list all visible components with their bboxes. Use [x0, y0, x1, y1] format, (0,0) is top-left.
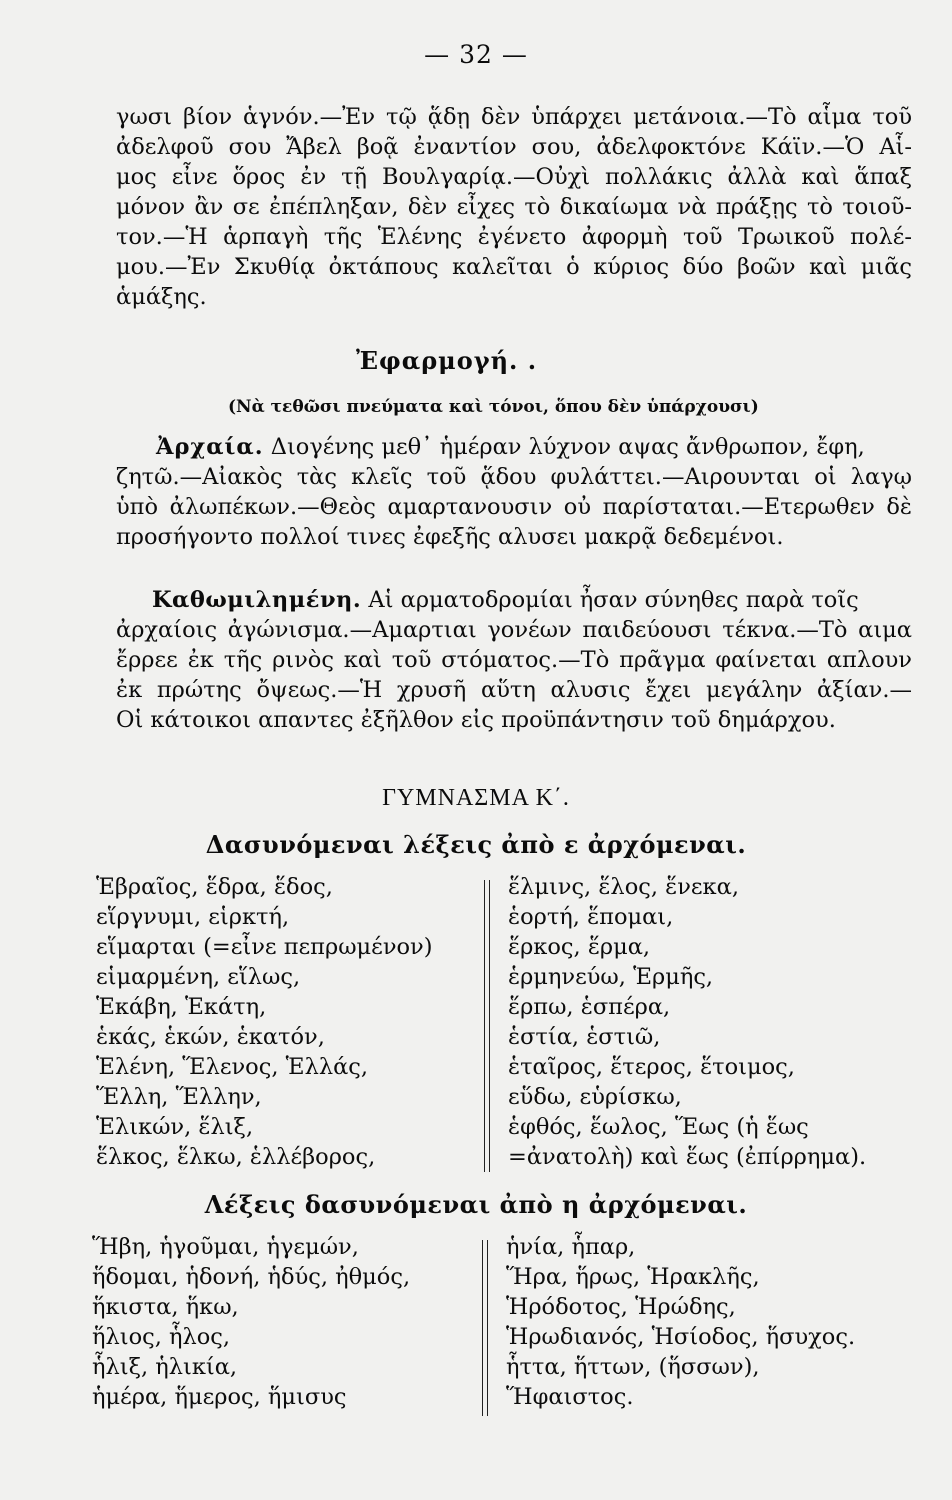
section-heading-eta: Λέξεις δασυνόμεναι ἀπὸ η ἀρχόμεναι. [204, 1190, 748, 1219]
word-line: Ἥφαιστος. [506, 1384, 634, 1410]
text-line: μου.—Ἐν Σκυθίᾳ ὀκτάπους καλεῖται ὁ κύριος δύο βοῶν καὶ μιᾶς [116, 254, 912, 280]
efarmogi-instruction: (Νὰ τεθῶσι πνεύματα καὶ τόνοι, ὅπου δὲν ὑπάρχουσι) [228, 397, 759, 417]
word-line: Ἑκάβη, Ἑκάτη, [96, 994, 267, 1020]
word-line: ἑστία, ἑστιῶ, [508, 1024, 661, 1050]
text-line: ἔρρεε ἐκ τῆς ρινὸς καὶ τοῦ στόματος.—Τὸ πρᾶγμα φαίνεται απλουν [116, 647, 912, 673]
word-line: ἡνία, ἧπαρ, [506, 1234, 636, 1260]
word-line: Ἡρόδοτος, Ἡρώδης, [506, 1294, 736, 1320]
kathomilimeni-section [116, 585, 912, 735]
word-line: Ἥβη, ἡγοῦμαι, ἡγεμών, [92, 1234, 359, 1260]
text-line [116, 585, 912, 615]
word-line: ἑορτή, ἕπομαι, [508, 904, 674, 930]
word-line: εἵργνυμι, εἱρκτή, [96, 904, 290, 930]
page-number: — 32 — [424, 40, 528, 69]
column-divider [484, 880, 485, 1172]
text-line: ζητῶ.—Αἰακὸς τὰς κλεῖς τοῦ ᾅδου φυλάττει.—Αιρουνται οἱ λαγῳ [116, 464, 912, 490]
word-line: ἕρπω, ἑσπέρα, [508, 994, 671, 1020]
kathomilimeni-label: Καθωμιλημένη. [152, 587, 362, 613]
text-line: μος εἶνε ὅρος ἐν τῇ Βουλγαρίᾳ.—Οὐχὶ πολλάκις ἀλλὰ καὶ ἅπαξ [116, 164, 912, 190]
section-heading-epsilon: Δασυνόμεναι λέξεις ἀπὸ ε ἀρχόμεναι. [205, 830, 747, 859]
word-line: εἵμαρται (=εἶνε πεπρωμένον) [96, 934, 433, 960]
word-line: Ἕλλη, Ἕλλην, [96, 1084, 262, 1110]
word-line: εἱμαρμένη, εἵλως, [96, 964, 301, 990]
word-line: ἑταῖρος, ἕτερος, ἕτοιμος, [508, 1054, 795, 1080]
word-line: Ἑλένη, Ἕλενος, Ἑλλάς, [96, 1054, 369, 1080]
word-line: Ἑλικών, ἕλιξ, [96, 1114, 254, 1140]
word-line: ἑρμηνεύω, Ἑρμῆς, [508, 964, 714, 990]
column-divider [489, 880, 490, 1172]
efarmogi-instruction-wrap [228, 392, 828, 422]
text-line: ἀδελφοῦ σου Ἄβελ βοᾷ ἐναντίον σου, ἀδελφοκτόνε Κάϊν.—Ὁ Αἷ- [116, 134, 912, 160]
word-line: Ἡρωδιανός, Ἡσίοδος, ἥσυχος. [506, 1324, 856, 1350]
efarmogi-heading: Ἐφαρμογή. . [356, 346, 538, 375]
text-line: γωσι βίον ἁγνόν.—Ἐν τῷ ᾅδῃ δὲν ὑπάρχει μετάνοια.—Τὸ αἷμα τοῦ [116, 104, 912, 130]
word-column-left-eta [92, 1232, 410, 1412]
text-line: ἁμάξης. [116, 284, 207, 310]
kathomilimeni-first-line: Αἱ αρματοδρομίαι ἦσαν σύνηθες παρὰ τοῖς [361, 587, 859, 613]
word-line: ἡμέρα, ἥμερος, ἥμισυς [92, 1384, 347, 1410]
archaia-first-line: Διογένης μεθ᾽ ἡμέραν λύχνον αψας ἄνθρωπον, ἔφη, [263, 434, 865, 460]
word-column-right-epsilon [508, 872, 866, 1172]
text-line: τον.—Ἡ ἁρπαγὴ τῆς Ἑλένης ἐγένετο ἀφορμὴ τοῦ Τρωικοῦ πολέ- [116, 224, 912, 250]
text-line: μόνον ἂν σε ἐπέπληξαν, δὲν εἶχες τὸ δικαίωμα νὰ πράξῃς τὸ τοιοῦ- [116, 194, 912, 220]
text-line: προσήγοντο πολλοί τινες ἐφεξῆς αλυσει μακρᾷ δεδεμένοι. [116, 524, 784, 550]
word-line: ἑκάς, ἑκών, ἑκατόν, [96, 1024, 325, 1050]
text-line: ὑπὸ ἀλωπέκων.—Θεὸς αμαρτανουσιν οὐ παρίσταται.—Ετερωθεν δὲ [116, 494, 912, 520]
word-line: ἑφθός, ἕωλος, Ἕως (ἡ ἕως [508, 1114, 809, 1140]
word-line: ἥκιστα, ἥκω, [92, 1294, 239, 1320]
column-divider [487, 1240, 488, 1416]
efarmogi-heading-wrap [356, 346, 796, 376]
exercise-title: ΓΥΜΝΑΣΜΑ Κ΄. [382, 785, 570, 811]
word-line: ἥλιος, ἧλος, [92, 1324, 231, 1350]
word-line: ἕρκος, ἕρμα, [508, 934, 651, 960]
text-line: ἐκ πρώτης ὄψεως.—Ἡ χρυσῆ αὕτη αλυσις ἔχει μεγάλην ἀξίαν.— [116, 677, 912, 703]
column-divider [482, 1240, 483, 1416]
paragraph-continued [116, 102, 912, 312]
word-line: Ἥρα, ἥρως, Ἡρακλῆς, [506, 1264, 760, 1290]
word-line: ἕλκος, ἕλκω, ἑλλέβορος, [96, 1144, 376, 1170]
word-line: Ἑβραῖος, ἕδρα, ἕδος, [96, 874, 333, 900]
word-line: ἥδομαι, ἡδονή, ἡδύς, ἠθμός, [92, 1264, 411, 1290]
word-line: ἕλμινς, ἕλος, ἕνεκα, [508, 874, 739, 900]
word-line: ἧττα, ἥττων, (ἥσσων), [506, 1354, 760, 1380]
word-line: εὕδω, εὑρίσκω, [508, 1084, 682, 1110]
archaia-section [116, 432, 912, 552]
word-line: =ἀνατολὴ) καὶ ἕως (ἐπίρρημα). [508, 1144, 867, 1170]
word-column-right-eta [506, 1232, 855, 1412]
archaia-label: Ἀρχαία. [156, 434, 264, 460]
text-line [116, 432, 912, 462]
word-column-left-epsilon [96, 872, 433, 1172]
word-line: ἧλιξ, ἡλικία, [92, 1354, 238, 1380]
text-line: Οἱ κάτοικοι απαντες ἐξῆλθον εἰς προϋπάντησιν τοῦ δημάρχου. [116, 707, 836, 733]
text-line: ἀρχαίοις ἀγώνισμα.—Αμαρτιαι γονέων παιδεύουσι τέκνα.—Τὸ αιμα [116, 617, 912, 643]
